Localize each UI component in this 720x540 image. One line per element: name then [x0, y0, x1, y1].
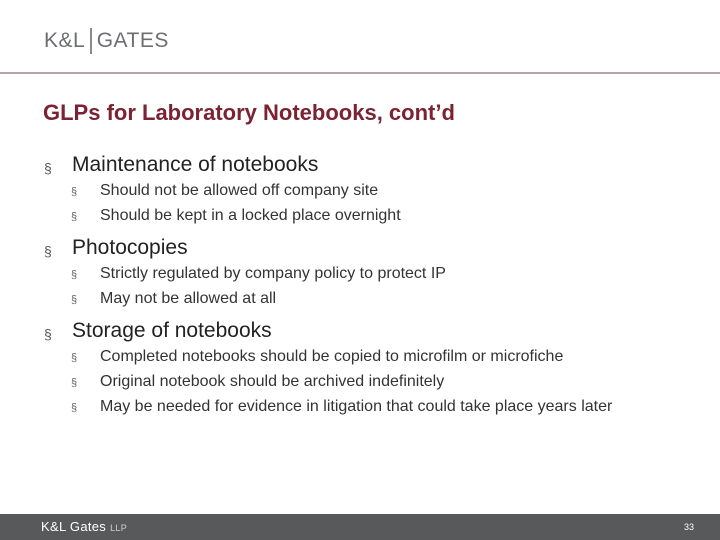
bullet-level2: [71, 264, 660, 283]
slide-content: [44, 152, 684, 416]
bullet-level2: [71, 397, 660, 416]
bullet-text: Original notebook should be archived indefinitely: [100, 373, 445, 390]
bullet-text: Should be kept in a locked place overnight: [100, 207, 401, 224]
section-maintenance: [44, 152, 684, 225]
bullet-level2: [71, 372, 660, 391]
footer-logo-text: K&L Gates: [41, 519, 107, 534]
bullet-text: Should not be allowed off company site: [100, 182, 379, 199]
bullet-icon: §: [71, 377, 78, 389]
slide-title: GLPs for Laboratory Notebooks, cont’d: [43, 100, 455, 125]
bullet-icon: §: [71, 294, 78, 306]
bullet-level2: [71, 347, 590, 366]
logo-divider: [90, 28, 92, 54]
bullet-level2: [71, 181, 660, 200]
section-heading: Storage of notebooks: [72, 319, 272, 342]
bullet-text: Strictly regulated by company policy to protect IP: [100, 265, 446, 282]
bullet-level2: [71, 206, 660, 225]
footer-logo: [41, 519, 127, 534]
page-number: 33: [683, 522, 694, 532]
bullet-icon: §: [44, 160, 52, 176]
bullet-text: May be needed for evidence in litigation that could take place years later: [100, 398, 613, 415]
bullet-text: May not be allowed at all: [100, 290, 277, 307]
bullet-level1: [44, 318, 684, 344]
section-storage: [44, 318, 684, 416]
bullet-icon: §: [71, 402, 78, 414]
bullet-icon: §: [44, 326, 52, 342]
bullet-level2: [71, 289, 660, 308]
bullet-icon: §: [44, 243, 52, 259]
bullet-text: Completed notebooks should be copied to microfilm or microfiche: [100, 348, 564, 365]
bullet-level1: [44, 152, 684, 178]
logo-left-text: K&L: [44, 29, 86, 52]
logo-right-text: GATES: [96, 29, 169, 52]
bullet-icon: §: [71, 269, 78, 281]
section-heading: Maintenance of notebooks: [72, 153, 319, 176]
bullet-icon: §: [71, 186, 78, 198]
bullet-level1: [44, 235, 684, 261]
footer-bar: [0, 514, 720, 540]
header-rule: [0, 72, 720, 74]
bullet-icon: §: [71, 352, 78, 364]
section-photocopies: [44, 235, 684, 308]
kl-gates-logo: [44, 27, 169, 55]
bullet-icon: §: [71, 211, 78, 223]
sub-bullet-list: [71, 347, 684, 416]
section-heading: Photocopies: [72, 236, 188, 259]
sub-bullet-list: [71, 181, 684, 225]
footer-llp: LLP: [110, 523, 128, 533]
sub-bullet-list: [71, 264, 684, 308]
